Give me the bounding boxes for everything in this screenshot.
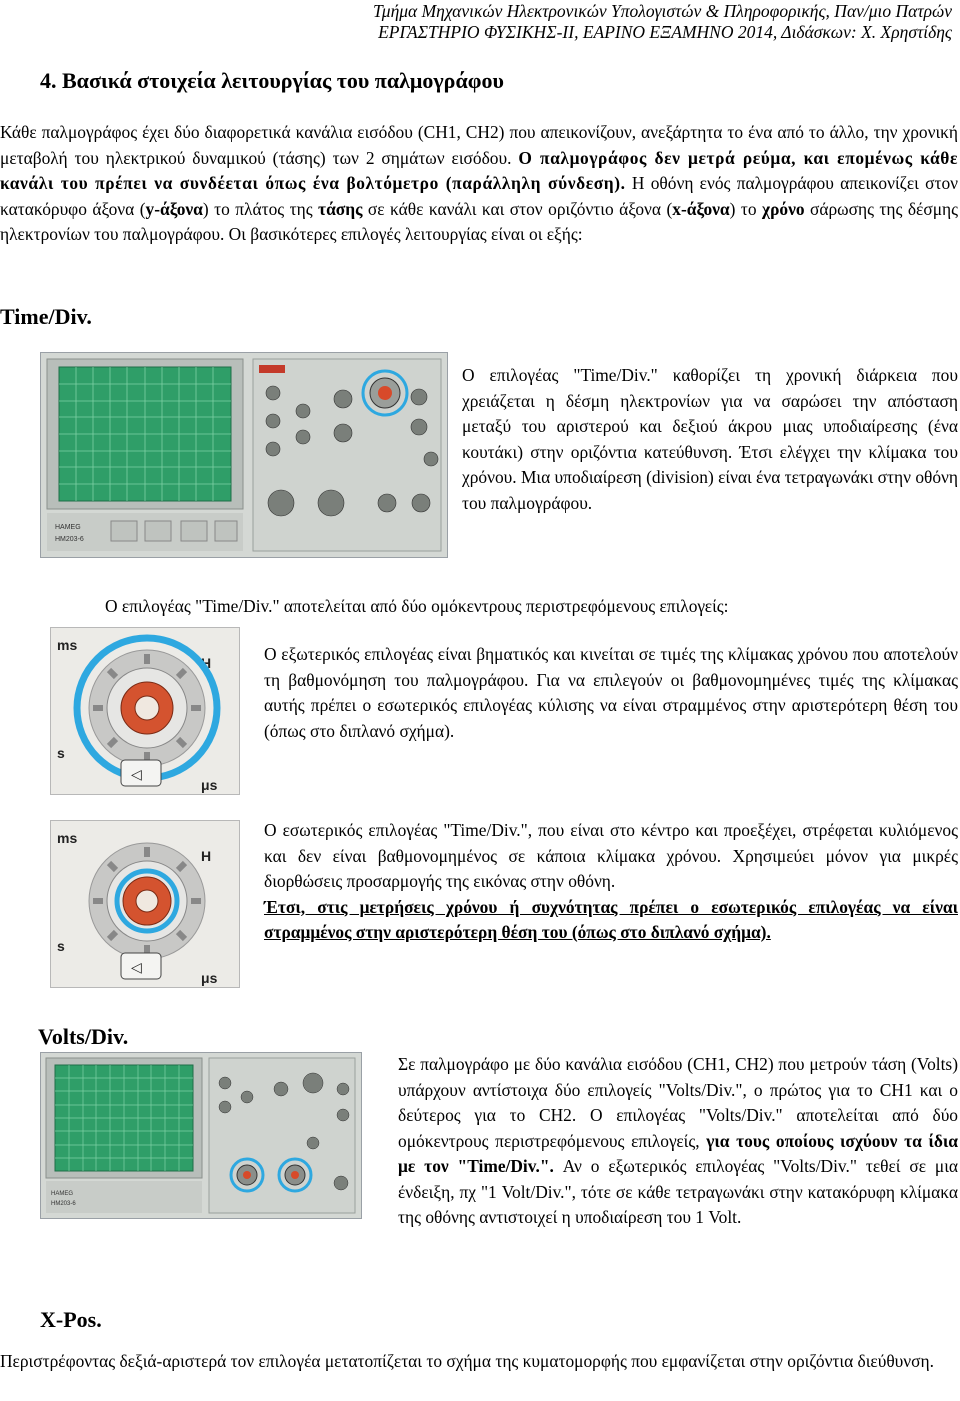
- inner-selector-text: [264, 818, 958, 946]
- timediv-description: Ο επιλογέας "Time/Div." καθορίζει τη χρονική διάρκεια που χρειάζεται η δέσμη ηλεκτρονίων για να σαρώσει την απόσταση μεταξύ του αριστερού και δεξιού άκρου μιας υποδιαίρεσης (ένα κουτάκι) στην οριζόντια κατεύθυνση. Έτσι ελέγχει την κλίμακα του χρόνου. Μια υποδιαίρεση (division) είναι ένα τετραγωνάκι στην οθόνη του παλμογράφου.: [462, 365, 958, 513]
- outer-selector-image: [50, 627, 240, 795]
- intro-time: χρόνο: [762, 198, 805, 219]
- voltsdiv-text-2: Αν ο εξωτερικός επιλογέας "Volts/Div." τεθεί σε μια ένδειξη, πχ "1 Volt/Div.", τότε σε κάθε τετραγωνάκι στην κατακόρυφη κλίμακα της οθόνης αντιστοιχεί η υποδιαίρεση του 1 Volt.: [398, 1156, 959, 1227]
- voltsdiv-bold: για τους οποίους ισχύουν τα ίδια με τον "Time/Div.".: [398, 1130, 958, 1176]
- xpos-heading: X-Pos.: [40, 1307, 102, 1332]
- knob1-h-label: H: [201, 655, 212, 671]
- intro-voltage: τάσης: [318, 198, 363, 219]
- intro-y-axis: y-άξονα: [145, 198, 203, 219]
- brand-label: HAMEG: [55, 524, 81, 531]
- inner-selector-image: [50, 820, 240, 988]
- intro-x-axis: x-άξονα: [672, 198, 730, 219]
- knob2-s-label: s: [57, 938, 65, 954]
- knob2-h-label: H: [201, 848, 212, 864]
- inner-selector-desc: Ο εσωτερικός επιλογέας "Time/Div.", που είναι στο κέντρο και προεξέχει, στρέφεται κυλιόμενος και δεν είναι βαθμονομημένος σε κάποια κλίμακα χρόνου. Χρησιμεύει μόνον για μικρές διορθώσεις προσαρμογής της εικόνας στην οθόνη.: [264, 820, 958, 891]
- section-title: 4. Βασικά στοιχεία λειτουργίας του παλμογράφου: [40, 68, 504, 93]
- voltsdiv-text-1: Σε παλμογράφο με δύο κανάλια εισόδου (CH1, CH2) που μετρούν τάση (Volts) υπάρχουν αντίστοιχα δύο επιλογείς "Volts/Div.", ο πρώτος για το CH1 και ο δεύτερος για το CH2. Ο επιλογέας "Volts/Div." αποτελείται από δύο ομόκεντρους περιστρεφόμενους επιλογείς,: [398, 1054, 958, 1151]
- intro-text-3: ) το πλάτος της: [202, 198, 319, 219]
- intro-text-6: σάρωσης της δέσμης ηλεκτρονίων του παλμογράφου. Οι βασικότερες επιλογές λειτουργίας είναι οι εξής:: [0, 198, 959, 244]
- oscilloscope-image-timediv: [40, 352, 448, 558]
- brand2-label: HAMEG: [51, 1191, 74, 1197]
- timediv-consists: Ο επιλογέας "Time/Div." αποτελείται από δύο ομόκεντρους περιστρεφόμενους επιλογείς:: [105, 596, 729, 616]
- oscilloscope2-drawing: [41, 1053, 361, 1218]
- intro-text-2: Η οθόνη ενός παλμογράφου απεικονίζει στον κατακόρυφο άξονα (: [0, 173, 959, 219]
- voltsdiv-heading: Volts/Div.: [38, 1024, 129, 1049]
- intro-text-5: ) το: [729, 198, 763, 219]
- knob1-us-label: μs: [201, 777, 218, 793]
- model-label: HM203-6: [55, 536, 84, 543]
- knob1-cal-symbol: ◁: [131, 767, 142, 783]
- model2-label: HM203-6: [51, 1201, 76, 1207]
- inner-knob-drawing: [51, 821, 239, 987]
- oscilloscope-drawing: [41, 353, 447, 557]
- intro-text-4: σε κάθε κανάλι και στον οριζόντιο άξονα (: [362, 198, 673, 219]
- knob1-s-label: s: [57, 745, 65, 761]
- intro-text-1: Κάθε παλμογράφος έχει δύο διαφορετικά κανάλια εισόδου (CH1, CH2) που απεικονίζουν, ανεξάρτητα το ένα από το άλλο, την χρονική μεταβολή του ηλεκτρικού δυναμικού (τάσης) των 2 σημάτων εισόδου.: [0, 122, 958, 168]
- knob2-ms-label: ms: [57, 830, 78, 846]
- knob2-cal-symbol: ◁: [131, 960, 142, 976]
- intro-paragraph: [0, 120, 958, 248]
- intro-bold-warning: Ο παλμογράφος δεν μετρά ρεύμα, και επομένως κάθε κανάλι του πρέπει να συνδέεται όπως ένα βολτόμετρο (παράλληλη σύνδεση).: [0, 147, 959, 193]
- knob1-ms-label: ms: [57, 637, 78, 653]
- outer-selector-text: Ο εξωτερικός επιλογέας είναι βηματικός και κινείται σε τιμές της κλίμακας χρόνου που αποτελούν τη βαθμονόμηση του παλμογράφου. Για να επιλεγούν οι βαθμονομημένες τιμές της κλίμακας αυτής πρέπει ο εσωτερικός επιλογέας κύλισης να είναι στραμμένος στην αριστερότερη θέση του (όπως στο διπλανό σχήμα).: [264, 644, 958, 741]
- header-line-2: ΕΡΓΑΣΤΗΡΙΟ ΦΥΣΙΚΗΣ-ΙΙ, ΕΑΡΙΝΟ ΕΞΑΜΗΝΟ 2014, Διδάσκων: Χ. Χρηστίδης: [378, 22, 952, 42]
- oscilloscope-image-voltsdiv: [40, 1052, 362, 1219]
- outer-knob-drawing: [51, 628, 239, 794]
- timediv-heading: Time/Div.: [0, 304, 92, 329]
- knob2-us-label: μs: [201, 970, 218, 986]
- inner-selector-warning: Έτσι, στις μετρήσεις χρόνου ή συχνότητας πρέπει ο εσωτερικός επιλογέας να είναι στραμμένος στην αριστερότερη θέση του (όπως στο διπλανό σχήμα).: [264, 896, 958, 942]
- header-line-1: Τμήμα Μηχανικών Ηλεκτρονικών Υπολογιστών & Πληροφορικής, Παν/μιο Πατρών: [373, 1, 952, 21]
- voltsdiv-text: [398, 1052, 958, 1231]
- xpos-text: Περιστρέφοντας δεξιά-αριστερά τον επιλογέα μετατοπίζεται το σχήμα της κυματομορφής που εμφανίζεται στην οριζόντια διεύθυνση.: [0, 1351, 934, 1371]
